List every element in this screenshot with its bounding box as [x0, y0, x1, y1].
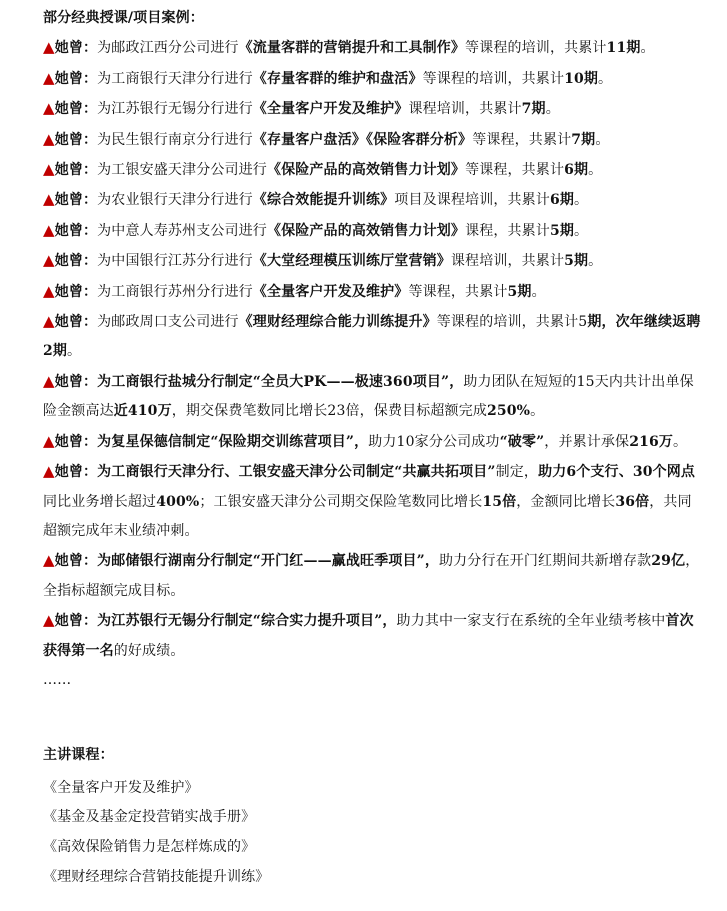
case-item — [43, 606, 703, 666]
case-text: 为邮政周口支公司进行 — [97, 314, 239, 331]
triangle-bullet-icon: ▲ — [43, 611, 55, 630]
case-text-bold: 期，次年继续返聘2期 — [43, 314, 701, 360]
case-text-bold: 《大堂经理模压训练厅堂营销》 — [252, 253, 451, 270]
case-text: 。 — [588, 253, 603, 270]
case-text-bold: 10期 — [564, 70, 599, 87]
triangle-bullet-icon: ▲ — [43, 431, 55, 450]
case-text: 。 — [574, 192, 589, 209]
case-text: 等课程，共累计 — [465, 162, 565, 179]
case-text: 课程，共累计 — [465, 222, 550, 239]
case-text-bold: 为工商银行盐城分行制定“全员大PK——极速360项目”， — [97, 373, 464, 390]
case-prefix: 她曾： — [54, 222, 98, 239]
case-text: 。 — [67, 343, 82, 360]
case-text: 课程培训，共累计 — [408, 101, 522, 118]
case-prefix: 她曾： — [54, 70, 98, 87]
ellipsis: …… — [43, 671, 72, 688]
case-text-bold: 《综合效能提升训练》 — [252, 192, 395, 209]
case-text: ；工银安盛天津分公司期交保险笔数同比增长 — [199, 493, 483, 510]
course-list — [43, 774, 703, 892]
case-item — [43, 277, 703, 307]
case-text: 为工商银行苏州分行进行 — [97, 283, 253, 300]
case-item — [43, 33, 703, 63]
case-text: 助力分行在开门红期间共新增存款 — [439, 553, 652, 570]
case-item — [43, 155, 703, 185]
triangle-bullet-icon: ▲ — [43, 281, 55, 300]
course-item: 《全量客户开发及维护》 — [43, 779, 199, 796]
case-prefix: 她曾： — [54, 314, 98, 331]
case-text-bold: 助力6个支行、30个网点 — [538, 464, 696, 481]
case-text: 为邮政江西分公司进行 — [97, 40, 239, 57]
case-prefix: 她曾： — [54, 40, 98, 57]
case-text-bold: “破零” — [499, 433, 545, 450]
case-text: ，全指标超额完成目标。 — [43, 553, 700, 599]
case-prefix: 她曾： — [54, 464, 98, 481]
case-text: 等课程的培训，共累计 — [422, 70, 565, 87]
case-text: 为工银安盛天津分公司进行 — [97, 162, 267, 179]
case-text: 为中意人寿苏州支公司进行 — [97, 222, 267, 239]
case-text-bold: 《存量客户盘活》《保险客群分析》 — [252, 131, 473, 148]
section-title: 部分经典授课/项目案例： — [43, 10, 204, 26]
case-text-bold: 36倍 — [615, 493, 650, 510]
case-text: 为民生银行南京分行进行 — [97, 131, 253, 148]
case-text: ，金额同比增长 — [516, 493, 616, 510]
courses-title: 主讲课程： — [43, 747, 114, 764]
case-text-bold: 250% — [487, 403, 531, 420]
case-item — [43, 94, 703, 124]
case-text: 的好成绩。 — [113, 642, 185, 659]
case-text-bold: 为复星保德信制定“保险期交训练营项目”， — [97, 433, 369, 450]
triangle-bullet-icon: ▲ — [43, 462, 55, 481]
spacer — [43, 695, 703, 741]
case-item — [43, 457, 703, 546]
case-prefix: 她曾： — [54, 553, 98, 570]
course-item: 《理财经理综合营销技能提升训练》 — [43, 868, 270, 885]
case-item — [43, 64, 703, 94]
case-text: 等课程，共累计 — [408, 283, 508, 300]
case-text: 。 — [530, 403, 545, 420]
case-text-bold: 7期 — [571, 131, 596, 148]
case-text-bold: 《理财经理综合能力训练提升》 — [238, 314, 437, 331]
case-text-bold: 《保险产品的高效销售力计划》 — [266, 162, 466, 179]
case-text-bold: 为工商银行天津分行、工银安盛天津分公司制定“共赢共拓项目” — [97, 464, 496, 481]
case-text-bold: 11期 — [606, 40, 641, 57]
case-list — [43, 33, 703, 666]
case-text: 为中国银行江苏分行进行 — [97, 253, 253, 270]
case-text: 。 — [595, 131, 610, 148]
case-text: 助力团队在短短的15天内共计出单保险金额高达 — [43, 373, 694, 420]
case-prefix: 她曾： — [54, 373, 98, 390]
case-text-bold: 《存量客群的维护和盘活》 — [252, 70, 423, 87]
case-prefix: 她曾： — [54, 192, 98, 209]
triangle-bullet-icon: ▲ — [43, 312, 55, 331]
case-text-bold: 《保险产品的高效销售力计划》 — [266, 222, 466, 239]
case-item — [43, 185, 703, 215]
case-text-bold: 《流量客群的营销提升和工具制作》 — [238, 40, 466, 57]
case-item — [43, 307, 703, 367]
case-item — [43, 246, 703, 276]
case-text-bold: 7期 — [521, 101, 546, 118]
case-text: 。 — [588, 162, 603, 179]
triangle-bullet-icon: ▲ — [43, 551, 55, 570]
case-text: 等课程，共累计 — [472, 131, 572, 148]
case-text-bold: 6期 — [564, 162, 589, 179]
case-text: 等课程的培训，共累计5 — [436, 314, 588, 331]
case-text-bold: 首次获得第一名 — [43, 613, 694, 659]
triangle-bullet-icon: ▲ — [43, 68, 55, 87]
triangle-bullet-icon: ▲ — [43, 190, 55, 209]
case-prefix: 她曾： — [54, 433, 98, 450]
case-text: ，共同超额完成年末业绩冲刺。 — [43, 493, 692, 539]
triangle-bullet-icon: ▲ — [43, 160, 55, 179]
triangle-bullet-icon: ▲ — [43, 38, 55, 57]
case-item — [43, 546, 703, 606]
case-text: 。 — [640, 40, 655, 57]
case-text-bold: 为江苏银行无锡分行制定“综合实力提升项目”， — [97, 613, 397, 630]
case-text-bold: 5期 — [549, 222, 575, 239]
case-text-bold: 6期 — [549, 192, 574, 209]
case-text: 课程培训，共累计 — [450, 253, 565, 270]
case-text: 。 — [598, 70, 613, 87]
case-prefix: 她曾： — [54, 253, 98, 270]
case-text-bold: 为邮储银行湖南分行制定“开门红——赢战旺季项目”， — [97, 553, 439, 570]
case-text-bold: 29亿 — [651, 553, 686, 570]
case-prefix: 她曾： — [54, 162, 98, 179]
case-text-bold: 400% — [156, 493, 200, 510]
case-item — [43, 216, 703, 246]
case-prefix: 她曾： — [54, 101, 98, 118]
case-text: 。 — [673, 433, 688, 450]
case-text: 为农业银行天津分行进行 — [97, 192, 253, 209]
case-text: 。 — [531, 283, 546, 300]
case-text: 项目及课程培训，共累计 — [394, 192, 550, 209]
case-text: 同比业务增长超过 — [43, 493, 157, 510]
case-text: 。 — [545, 101, 560, 118]
triangle-bullet-icon: ▲ — [43, 129, 55, 148]
case-prefix: 她曾： — [54, 283, 98, 300]
case-text: 为江苏银行无锡分行进行 — [97, 101, 253, 118]
case-text-bold: 《全量客户开发及维护》 — [252, 101, 409, 118]
case-item — [43, 125, 703, 155]
course-item: 《高效保险销售力是怎样炼成的》 — [43, 838, 256, 855]
case-text: 助力其中一家支行在系统的全年业绩考核中 — [396, 613, 666, 630]
case-text: 制定， — [495, 464, 539, 481]
triangle-bullet-icon: ▲ — [43, 251, 55, 270]
case-text-bold: 216万 — [629, 433, 674, 450]
case-text-bold: 15倍 — [482, 493, 517, 510]
case-text-bold: 5期 — [564, 253, 589, 270]
case-prefix: 她曾： — [54, 131, 98, 148]
case-item — [43, 367, 703, 427]
case-text-bold: 5期 — [507, 283, 532, 300]
case-text-bold: 近410万 — [113, 403, 172, 420]
case-prefix: 她曾： — [54, 613, 98, 630]
triangle-bullet-icon: ▲ — [43, 220, 55, 239]
case-text: 。 — [574, 222, 589, 239]
triangle-bullet-icon: ▲ — [43, 99, 55, 118]
course-item: 《基金及基金定投营销实战手册》 — [43, 809, 256, 826]
case-text: 等课程的培训，共累计 — [465, 40, 607, 57]
case-text: ，并累计承保 — [544, 433, 630, 450]
case-text: 助力10家分公司成功 — [368, 433, 500, 450]
case-text-bold: 《全量客户开发及维护》 — [252, 283, 409, 300]
case-text: 为工商银行天津分行进行 — [97, 70, 253, 87]
triangle-bullet-icon: ▲ — [43, 371, 55, 390]
case-item — [43, 427, 703, 457]
case-text: ，期交保费笔数同比增长23倍，保费目标超额完成 — [171, 403, 487, 420]
